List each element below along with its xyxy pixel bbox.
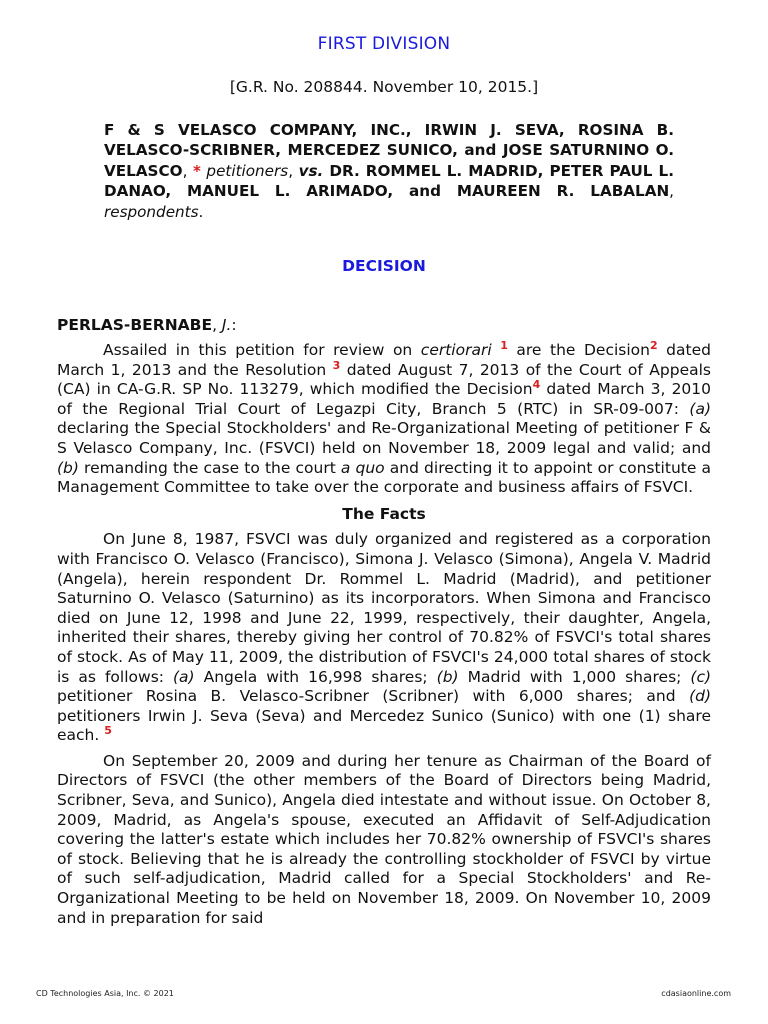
italic-term: a quo bbox=[340, 458, 385, 477]
italic-term: certiorari bbox=[420, 341, 492, 359]
respondents-label: respondents bbox=[104, 202, 199, 221]
separator: , bbox=[669, 182, 674, 201]
enumerator-d: (d) bbox=[689, 687, 711, 706]
text-run: petitioner Rosina B. Velasco-Scribner (Scribner) with 6,000 shares; and bbox=[57, 687, 690, 706]
decision-heading: DECISION bbox=[342, 257, 426, 275]
text-run: and directing it to appoint or constitute a Management Committee to take over the corporate and business affairs of FSVCI. bbox=[57, 458, 711, 497]
text-run: dated March 3, 2010 of the Regional Trial Court of Legazpi City, Branch 5 (RTC) in SR-09-007: bbox=[57, 380, 712, 418]
text-run: are the Decision bbox=[507, 341, 650, 359]
paragraph-1 bbox=[57, 338, 712, 498]
period: . bbox=[198, 202, 204, 221]
ponente-title: J. bbox=[221, 316, 232, 334]
footnote-ref-5[interactable]: 5 bbox=[104, 724, 112, 738]
ponente-line bbox=[57, 316, 237, 334]
enumerator-a: (a) bbox=[689, 399, 711, 418]
footnote-ref-2[interactable]: 2 bbox=[649, 338, 658, 352]
text-run: declaring the Special Stockholders' and Re-Organizational Meeting of petitioner F & S Velasco Company, Inc. (FSVCI) held on November 18, 2009 legal and valid; and bbox=[57, 419, 711, 457]
ponente-name: PERLAS-BERNABE bbox=[57, 316, 213, 334]
footnote-ref-3[interactable]: 3 bbox=[332, 358, 341, 372]
enumerator-b: (b) bbox=[436, 667, 459, 686]
text-run: petitioners Irwin J. Seva (Seva) and Mercedez Sunico (Sunico) with one (1) share each. bbox=[57, 706, 711, 745]
separator: , bbox=[212, 316, 222, 334]
separator: , bbox=[182, 161, 193, 180]
petitioners-label: petitioners bbox=[200, 161, 289, 180]
footnote-ref-star[interactable]: * bbox=[192, 161, 201, 180]
text-run: dated March 1, 2013 and the Resolution bbox=[57, 341, 711, 379]
text-run: On June 8, 1987, FSVCI was duly organized and registered as a corporation with Francisco O. Velasco (Francisco), Simona J. Velasco (Simona), Angela V. Madrid (Angela), herein respondent Dr. Rommel L. Madrid (Madrid), and petitioner Saturnino O. Velasco (Saturnino) as its incorporators. When Simona and Francisco died on June 12, 1998 and June 22, 1999, respectively, their daughter, Angela, inherited their shares, thereby giving her control of 70.82% of FSVCI's total shares of stock. As of May 11, 2009, the distribution of FSVCI's 24,000 total shares of stock is as follows: bbox=[57, 530, 711, 686]
separator: , bbox=[288, 161, 299, 180]
case-number: [G.R. No. 208844. November 10, 2015.] bbox=[229, 78, 539, 96]
text-run: remanding the case to the court bbox=[78, 458, 341, 477]
footnote-ref-1[interactable]: 1 bbox=[500, 338, 508, 352]
paragraph-3: On September 20, 2009 and during her tenure as Chairman of the Board of Directors of FSVCI (the other members of the Board of Directors being Madrid, Scribner, Seva, and Sunico), Angela died intestate and without issue. On October 8, 2009, Madrid, as Angela's spouse, executed an Affidavit of Self-Adjudication covering the latter's estate which includes her 70.82% ownership of FSVCI's shares of stock. Believing that he is already the controlling stockholder of FSVCI by virtue of such self-adjudication, Madrid called for a Special Stockholders' and Re-Organizational Meeting to be held on November 18, 2009. On November 10, 2009 and in preparation for said bbox=[57, 751, 711, 927]
versus: vs. bbox=[298, 161, 324, 180]
footer-copyright: CD Technologies Asia, Inc. © 2021 bbox=[36, 989, 174, 998]
facts-heading: The Facts bbox=[342, 504, 426, 523]
petitioners-names: F & S VELASCO COMPANY, INC., IRWIN J. SEVA, ROSINA B. VELASCO-SCRIBNER, MERCEDEZ SUNICO, and JOSE SATURNINO O. VELASCO bbox=[104, 121, 674, 180]
colon: : bbox=[231, 316, 237, 334]
text-run: Angela with 16,998 shares; bbox=[194, 667, 437, 686]
case-parties bbox=[104, 120, 674, 222]
text-run: Madrid with 1,000 shares; bbox=[458, 667, 691, 686]
text-run: Assailed in this petition for review on bbox=[103, 341, 421, 359]
decision-body bbox=[57, 338, 712, 928]
paragraph-2 bbox=[57, 530, 711, 746]
footnote-ref-4[interactable]: 4 bbox=[532, 378, 541, 392]
division-heading: FIRST DIVISION bbox=[317, 34, 451, 54]
enumerator-b: (b) bbox=[57, 458, 79, 477]
text-run: dated August 7, 2013 of the Court of Appeals (CA) in CA-G.R. SP No. 113279, which modified the Decision bbox=[57, 360, 711, 399]
respondents-names: DR. ROMMEL L. MADRID, PETER PAUL L. DANAO, MANUEL L. ARIMADO, and MAUREEN R. LABALAN bbox=[104, 161, 674, 201]
footer-site: cdasiaonline.com bbox=[661, 989, 731, 998]
enumerator-c: (c) bbox=[690, 667, 712, 686]
enumerator-a: (a) bbox=[173, 667, 195, 686]
